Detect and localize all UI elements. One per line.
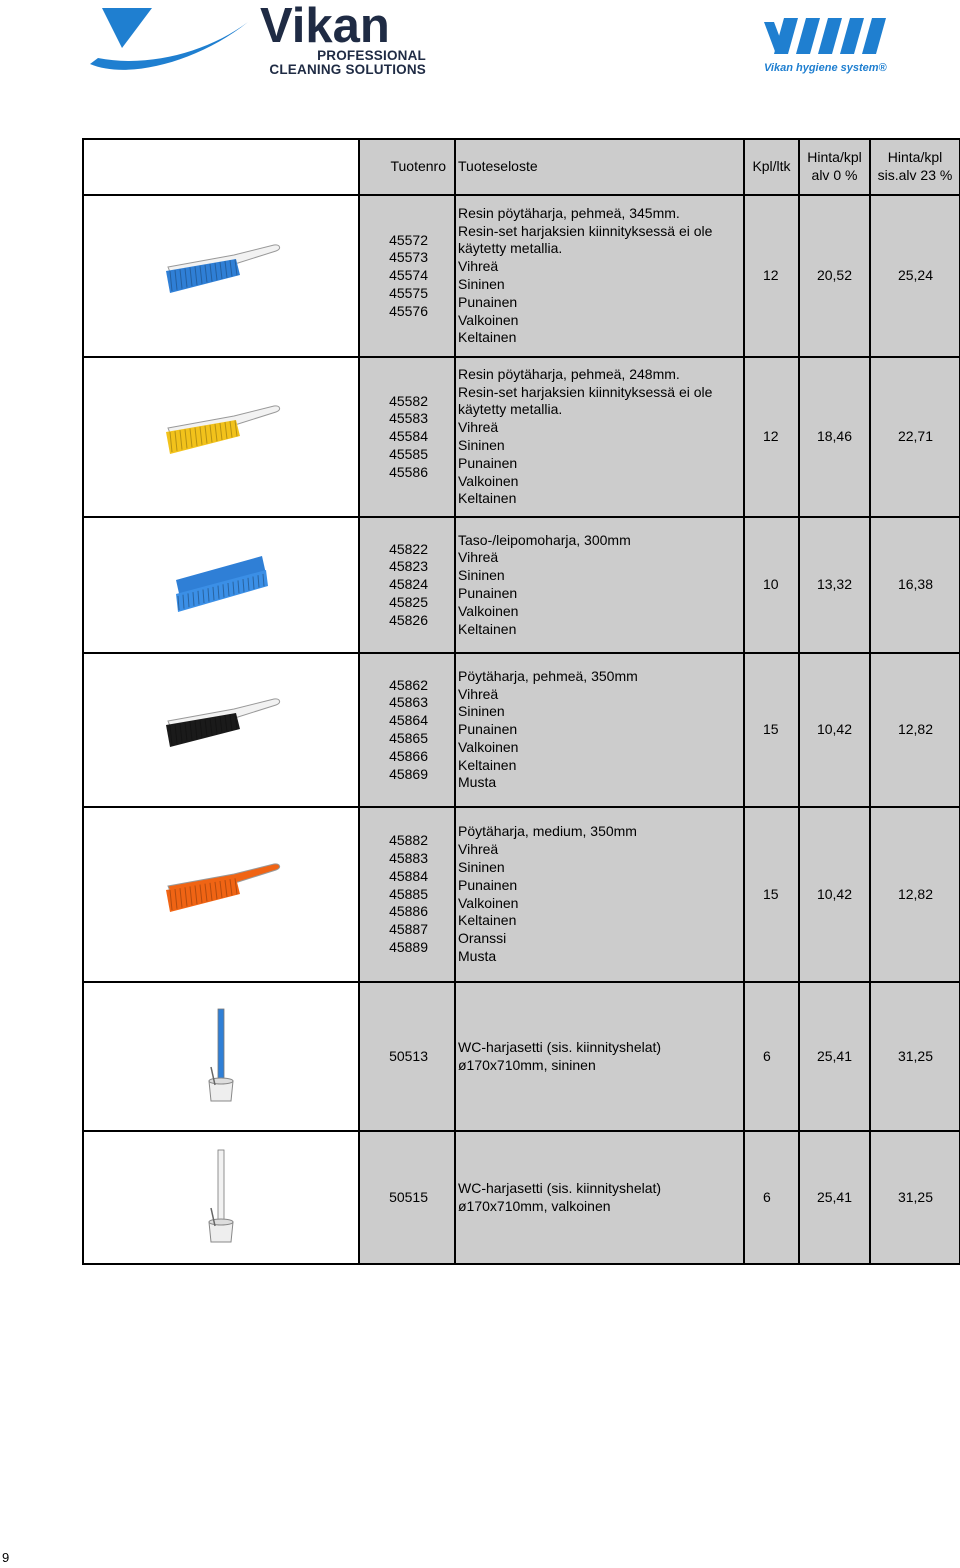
description-line: Valkoinen <box>458 311 519 328</box>
price-ex-vat: 25,41 <box>799 1131 870 1264</box>
product-image-cell <box>83 653 359 807</box>
price-ex-vat: 25,41 <box>799 982 870 1131</box>
table-row <box>83 982 960 1131</box>
description-line: Punainen <box>458 585 518 601</box>
description-line: Taso-/leipomoharja, 300mm <box>458 531 631 548</box>
header-price-ex-vat: Hinta/kpl alv 0 % <box>799 139 870 195</box>
product-number: 45575 <box>389 284 428 301</box>
vikan-swoosh-icon <box>88 2 258 82</box>
product-number: 45862 <box>389 676 428 693</box>
brand-tagline: PROFESSIONAL CLEANING SOLUTIONS <box>269 48 426 77</box>
page-number: 9 <box>2 1550 10 1565</box>
description-line: Keltainen <box>458 620 517 637</box>
brand-name: Vikan <box>260 0 390 53</box>
price-ex-vat: 13,32 <box>799 517 870 653</box>
table-row <box>83 357 960 517</box>
product-numbers <box>359 653 455 807</box>
toilet-brush-blue-icon <box>84 1007 358 1107</box>
description-line: Punainen <box>458 721 518 738</box>
description-line: Musta <box>458 774 497 791</box>
product-number: 45882 <box>389 832 428 849</box>
qty-per-box: 12 <box>744 357 799 517</box>
description-line: käytetty metallia. <box>458 401 563 418</box>
bench-brush-orange-icon <box>84 860 358 930</box>
product-number: 45573 <box>389 249 428 266</box>
product-number: 50513 <box>389 1047 428 1064</box>
description-line: Resin pöytäharja, pehmeä, 345mm. <box>458 204 680 221</box>
description-line: Musta <box>458 947 497 964</box>
header-qty: Kpl/ltk <box>744 139 799 195</box>
price-table <box>82 138 960 1265</box>
bench-brush-blue-icon <box>84 241 358 311</box>
description-line: Valkoinen <box>458 738 519 755</box>
bench-brush-black-icon <box>84 695 358 765</box>
vikan-hygiene-system-logo <box>762 16 892 82</box>
description-line: Keltainen <box>458 329 517 346</box>
description-line: Valkoinen <box>458 602 519 619</box>
toilet-brush-white-icon <box>84 1148 358 1248</box>
header-price-inc-vat: Hinta/kpl sis.alv 23 % <box>870 139 960 195</box>
table-row <box>83 653 960 807</box>
qty-per-box: 6 <box>744 982 799 1131</box>
description-line: WC-harjasetti (sis. kiinnityshelat) <box>458 1179 662 1196</box>
product-numbers <box>359 517 455 653</box>
product-number: 45869 <box>389 765 428 782</box>
product-number: 45884 <box>389 867 428 884</box>
description-line: Punainen <box>458 876 518 893</box>
description-line: ø170x710mm, sininen <box>458 1056 596 1073</box>
price-inc-vat: 25,24 <box>870 195 960 357</box>
product-number: 45864 <box>389 712 428 729</box>
product-number: 45866 <box>389 747 428 764</box>
product-number: 45584 <box>389 428 428 445</box>
description-line: Sininen <box>458 858 505 875</box>
price-inc-vat: 16,38 <box>870 517 960 653</box>
product-number: 45823 <box>389 558 428 575</box>
description-line: Resin pöytäharja, pehmeä, 248mm. <box>458 365 680 382</box>
table-header-row <box>83 139 960 195</box>
description-line: Sininen <box>458 703 505 720</box>
table-row <box>83 517 960 653</box>
header-image-cell <box>83 139 359 195</box>
description-line: Keltainen <box>458 912 517 929</box>
product-number: 45586 <box>389 463 428 480</box>
product-description <box>455 517 744 653</box>
vhs-stripes-icon <box>764 16 890 60</box>
product-description <box>455 653 744 807</box>
product-image-cell <box>83 982 359 1131</box>
price-ex-vat: 18,46 <box>799 357 870 517</box>
product-number: 45886 <box>389 903 428 920</box>
description-line: Punainen <box>458 293 518 310</box>
bench-brush-yellow-icon <box>84 402 358 472</box>
product-numbers <box>359 195 455 357</box>
description-line: Keltainen <box>458 490 517 507</box>
product-description <box>455 357 744 517</box>
product-image-cell <box>83 357 359 517</box>
product-number: 45824 <box>389 576 428 593</box>
product-number: 45572 <box>389 231 428 248</box>
product-number: 45863 <box>389 694 428 711</box>
product-image-cell <box>83 1131 359 1264</box>
table-row <box>83 1131 960 1264</box>
product-numbers <box>359 807 455 982</box>
description-line: Keltainen <box>458 756 517 773</box>
product-description <box>455 1131 744 1264</box>
header-product-no: Tuotenro <box>359 139 455 195</box>
product-number: 45822 <box>389 540 428 557</box>
qty-per-box: 15 <box>744 653 799 807</box>
product-number: 45885 <box>389 885 428 902</box>
description-line: Sininen <box>458 567 505 584</box>
page-header <box>0 0 960 120</box>
description-line: Resin-set harjaksien kiinnityksessä ei ole <box>458 222 713 239</box>
description-line: Resin-set harjaksien kiinnityksessä ei ole <box>458 383 713 400</box>
description-line: WC-harjasetti (sis. kiinnityshelat) <box>458 1038 662 1055</box>
product-number: 45583 <box>389 410 428 427</box>
system-name: Vikan hygiene system® <box>764 62 887 74</box>
description-line: Oranssi <box>458 930 507 947</box>
product-image-cell <box>83 195 359 357</box>
price-ex-vat: 10,42 <box>799 807 870 982</box>
product-numbers <box>359 1131 455 1264</box>
description-line: käytetty metallia. <box>458 240 563 257</box>
description-line: Vihreä <box>458 419 499 436</box>
price-inc-vat: 22,71 <box>870 357 960 517</box>
description-line: Valkoinen <box>458 894 519 911</box>
table-row <box>83 195 960 357</box>
product-number: 45825 <box>389 593 428 610</box>
price-ex-vat: 20,52 <box>799 195 870 357</box>
qty-per-box: 10 <box>744 517 799 653</box>
product-number: 45585 <box>389 445 428 462</box>
product-number: 45826 <box>389 611 428 628</box>
product-numbers <box>359 357 455 517</box>
price-inc-vat: 12,82 <box>870 653 960 807</box>
qty-per-box: 6 <box>744 1131 799 1264</box>
vikan-logo <box>88 2 433 82</box>
product-number: 50515 <box>389 1188 428 1205</box>
description-line: ø170x710mm, valkoinen <box>458 1197 611 1214</box>
table-row <box>83 807 960 982</box>
description-line: Valkoinen <box>458 472 519 489</box>
product-number: 45582 <box>389 392 428 409</box>
product-image-cell <box>83 807 359 982</box>
qty-per-box: 12 <box>744 195 799 357</box>
description-line: Pöytäharja, pehmeä, 350mm <box>458 667 638 684</box>
product-description <box>455 982 744 1131</box>
product-numbers <box>359 982 455 1131</box>
product-number: 45889 <box>389 938 428 955</box>
product-image-cell <box>83 517 359 653</box>
price-inc-vat: 31,25 <box>870 982 960 1131</box>
product-number: 45865 <box>389 730 428 746</box>
description-line: Punainen <box>458 454 518 471</box>
description-line: Sininen <box>458 437 505 453</box>
price-ex-vat: 10,42 <box>799 653 870 807</box>
description-line: Pöytäharja, medium, 350mm <box>458 823 637 840</box>
qty-per-box: 15 <box>744 807 799 982</box>
product-number: 45887 <box>389 921 428 938</box>
product-number: 45883 <box>389 850 428 866</box>
product-number: 45576 <box>389 302 428 319</box>
product-number: 45574 <box>389 267 428 284</box>
description-line: Sininen <box>458 276 505 292</box>
description-line: Vihreä <box>458 685 499 702</box>
bakery-brush-blue-icon <box>84 550 358 620</box>
product-description <box>455 807 744 982</box>
description-line: Vihreä <box>458 841 499 858</box>
header-description: Tuoteseloste <box>455 139 744 195</box>
description-line: Vihreä <box>458 549 499 566</box>
product-description <box>455 195 744 357</box>
description-line: Vihreä <box>458 258 499 275</box>
price-inc-vat: 12,82 <box>870 807 960 982</box>
price-inc-vat: 31,25 <box>870 1131 960 1264</box>
